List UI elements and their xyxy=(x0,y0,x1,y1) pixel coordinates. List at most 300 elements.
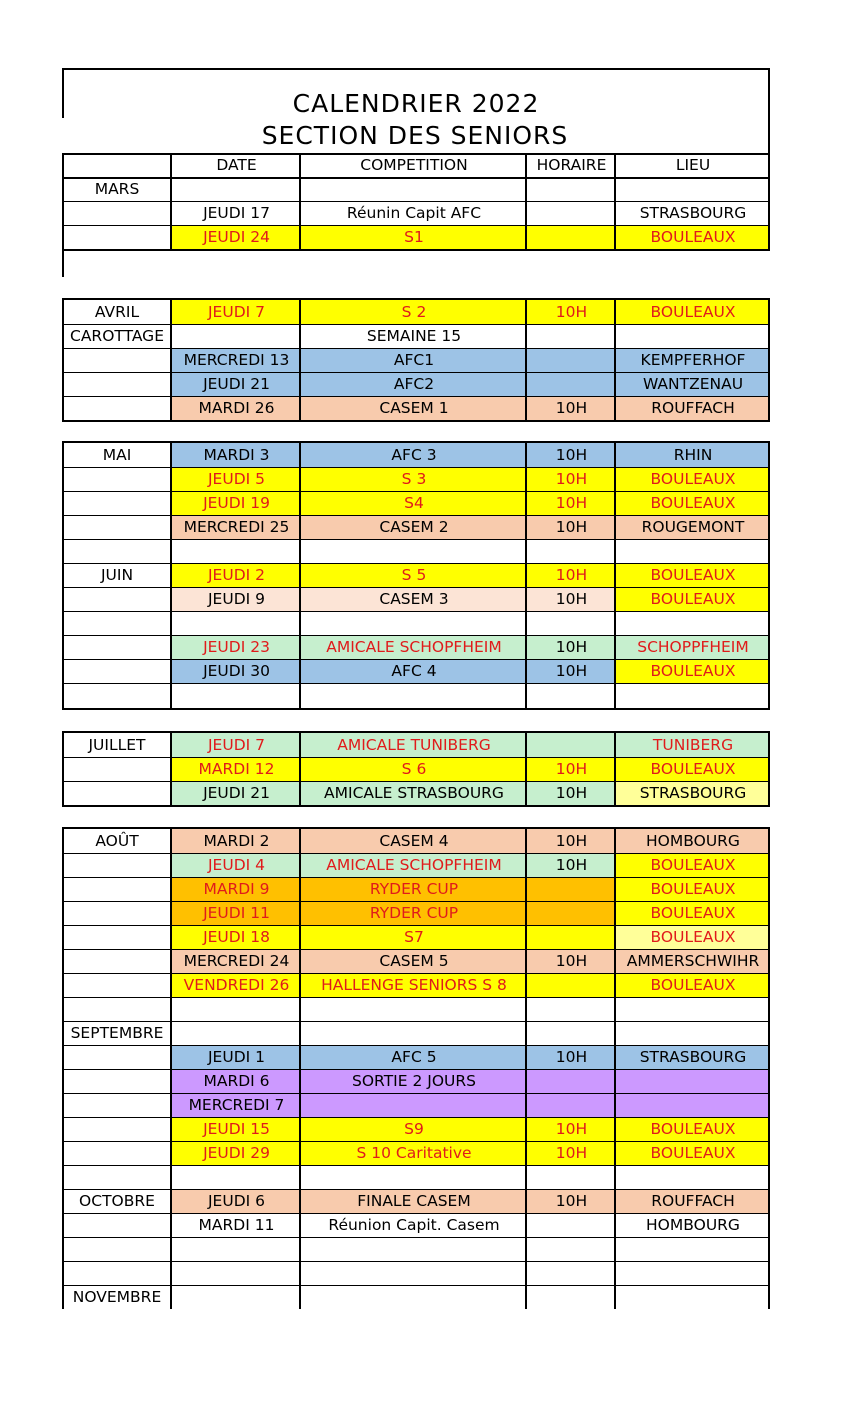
horaire-cell xyxy=(527,1069,616,1093)
lieu-cell: ROUGEMONT xyxy=(616,515,770,539)
horaire-cell: 10H xyxy=(527,1117,616,1141)
grid-line xyxy=(62,396,770,397)
lieu-cell: BOULEAUX xyxy=(616,973,770,997)
grid-line xyxy=(62,441,64,708)
horaire-cell: 10H xyxy=(527,1045,616,1069)
month-cell: MAI xyxy=(102,446,132,464)
competition-cell xyxy=(301,1237,527,1261)
horaire-cell xyxy=(527,177,616,201)
date-cell: JEUDI 29 xyxy=(172,1141,301,1165)
grid-line xyxy=(170,827,172,1309)
grid-line xyxy=(62,997,770,998)
table-row xyxy=(62,1285,770,1309)
date-cell: JEUDI 1 xyxy=(172,1045,301,1069)
date-cell: MARDI 3 xyxy=(172,443,301,467)
grid-line xyxy=(614,298,616,420)
lieu-cell xyxy=(616,324,770,348)
grid-line xyxy=(62,635,770,636)
lieu-cell: BOULEAUX xyxy=(616,1141,770,1165)
month-cell: CAROTTAGE xyxy=(70,327,164,345)
grid-line xyxy=(170,731,172,805)
competition-cell: CASEM 1 xyxy=(301,396,527,420)
grid-line xyxy=(62,587,770,588)
grid-line xyxy=(62,973,770,974)
horaire-cell xyxy=(527,1165,616,1189)
date-cell xyxy=(172,997,301,1021)
grid-line xyxy=(299,298,301,420)
competition-cell xyxy=(301,683,527,707)
table-row xyxy=(62,539,770,563)
month-cell xyxy=(62,853,172,877)
horaire-cell xyxy=(527,1261,616,1285)
competition-cell xyxy=(301,1261,527,1285)
competition-cell xyxy=(301,1165,527,1189)
table-row xyxy=(62,1093,770,1117)
lieu-cell xyxy=(616,539,770,563)
competition-cell: CASEM 4 xyxy=(301,829,527,853)
table-row xyxy=(62,1261,770,1285)
grid-line xyxy=(62,515,770,516)
grid-line xyxy=(768,298,770,420)
grid-line xyxy=(62,708,770,710)
grid-line xyxy=(768,153,770,249)
grid-line xyxy=(62,827,64,1309)
table-row xyxy=(62,372,770,396)
lieu-cell: TUNIBERG xyxy=(616,733,770,757)
grid-line xyxy=(62,441,770,443)
lieu-cell: SCHOPPFHEIM xyxy=(616,635,770,659)
month-cell xyxy=(62,1261,172,1285)
month-cell: MARS xyxy=(94,180,140,198)
lieu-cell: ROUFFACH xyxy=(616,396,770,420)
month-cell xyxy=(62,587,172,611)
date-cell xyxy=(172,539,301,563)
table-row xyxy=(62,177,770,201)
grid-line xyxy=(62,757,770,758)
month-cell: NOVEMBRE xyxy=(72,1288,162,1306)
date-cell: JEUDI 19 xyxy=(172,491,301,515)
table-row xyxy=(62,901,770,925)
grid-line xyxy=(299,731,301,805)
header-blank xyxy=(62,153,172,177)
month-cell: JUIN xyxy=(100,566,134,584)
competition-cell: S4 xyxy=(301,491,527,515)
date-cell xyxy=(172,1285,301,1309)
grid-line xyxy=(525,441,527,708)
date-cell: MARDI 9 xyxy=(172,877,301,901)
competition-cell xyxy=(301,1021,527,1045)
calendar-sheet xyxy=(62,68,770,1306)
table-row xyxy=(62,201,770,225)
month-cell xyxy=(62,1213,172,1237)
date-cell: JEUDI 24 xyxy=(172,225,301,249)
month-cell: OCTOBRE xyxy=(79,1192,155,1210)
month-cell xyxy=(62,973,172,997)
horaire-cell xyxy=(527,324,616,348)
table-row xyxy=(62,925,770,949)
lieu-cell: BOULEAUX xyxy=(616,901,770,925)
grid-line xyxy=(62,731,770,733)
horaire-cell: 10H xyxy=(527,443,616,467)
lieu-cell: BOULEAUX xyxy=(616,1117,770,1141)
date-cell: JEUDI 7 xyxy=(172,733,301,757)
grid-line xyxy=(62,853,770,854)
grid-line xyxy=(170,441,172,708)
grid-line xyxy=(170,298,172,420)
table-row xyxy=(62,1117,770,1141)
grid-line xyxy=(768,827,770,1309)
competition-cell: AFC 5 xyxy=(301,1045,527,1069)
table-row xyxy=(62,515,770,539)
grid-line xyxy=(62,225,770,226)
date-cell xyxy=(172,177,301,201)
horaire-cell xyxy=(527,539,616,563)
horaire-cell: 10H xyxy=(527,659,616,683)
table-row xyxy=(62,757,770,781)
month-cell xyxy=(62,491,172,515)
table-row xyxy=(62,1021,770,1045)
competition-cell: AMICALE TUNIBERG xyxy=(301,733,527,757)
grid-line xyxy=(525,731,527,805)
month-cell xyxy=(62,225,172,249)
lieu-cell xyxy=(616,683,770,707)
lieu-cell: HOMBOURG xyxy=(646,1216,740,1234)
month-cell xyxy=(62,683,172,707)
competition-cell: CASEM 5 xyxy=(301,949,527,973)
date-cell: JEUDI 23 xyxy=(172,635,301,659)
date-cell xyxy=(172,1237,301,1261)
date-cell: MARDI 26 xyxy=(172,396,301,420)
month-cell xyxy=(62,757,172,781)
table-row xyxy=(62,225,770,249)
table-row xyxy=(62,973,770,997)
horaire-cell xyxy=(527,1093,616,1117)
horaire-cell xyxy=(527,1285,616,1309)
horaire-cell xyxy=(527,877,616,901)
lieu-cell xyxy=(616,1285,770,1309)
competition-cell: S 5 xyxy=(301,563,527,587)
table-row xyxy=(62,997,770,1021)
lieu-cell: BOULEAUX xyxy=(616,300,770,324)
grid-line xyxy=(62,1237,770,1238)
horaire-cell: 10H xyxy=(527,563,616,587)
horaire-cell: 10H xyxy=(527,491,616,515)
month-cell xyxy=(62,467,172,491)
grid-line xyxy=(62,249,770,251)
competition-cell: RYDER CUP xyxy=(301,901,527,925)
lieu-cell: BOULEAUX xyxy=(616,563,770,587)
horaire-cell xyxy=(527,683,616,707)
lieu-cell: KEMPFERHOF xyxy=(616,348,770,372)
lieu-cell: BOULEAUX xyxy=(616,491,770,515)
table-row xyxy=(62,348,770,372)
lieu-cell: BOULEAUX xyxy=(616,757,770,781)
horaire-cell xyxy=(527,997,616,1021)
grid-line xyxy=(62,491,770,492)
table-row xyxy=(62,1189,770,1213)
grid-line xyxy=(62,201,770,202)
calendar-subtitle: SECTION DES SENIORS xyxy=(261,121,569,150)
grid-line xyxy=(170,153,172,249)
grid-line xyxy=(768,441,770,708)
table-row xyxy=(62,443,770,467)
horaire-cell xyxy=(527,1021,616,1045)
table-header-row xyxy=(62,153,770,177)
lieu-cell: HOMBOURG xyxy=(616,829,770,853)
grid-line xyxy=(299,441,301,708)
competition-cell: S7 xyxy=(301,925,527,949)
grid-line xyxy=(62,901,770,902)
month-cell xyxy=(62,1093,172,1117)
competition-cell: AFC 4 xyxy=(301,659,527,683)
grid-line xyxy=(62,153,64,249)
subtitle-box xyxy=(62,118,770,153)
grid-line xyxy=(62,1069,770,1070)
grid-line xyxy=(62,249,64,277)
grid-line xyxy=(62,153,770,155)
lieu-cell xyxy=(616,1237,770,1261)
month-cell xyxy=(62,1165,172,1189)
grid-line xyxy=(62,1261,770,1262)
grid-line xyxy=(62,1045,770,1046)
grid-line xyxy=(62,177,770,179)
month-cell xyxy=(62,515,172,539)
grid-line xyxy=(62,372,770,373)
month-cell xyxy=(62,372,172,396)
horaire-cell xyxy=(527,611,616,635)
table-row xyxy=(62,1141,770,1165)
lieu-cell: BOULEAUX xyxy=(616,659,770,683)
horaire-cell: 10H xyxy=(527,635,616,659)
competition-cell: S9 xyxy=(301,1117,527,1141)
lieu-cell: BOULEAUX xyxy=(616,877,770,901)
date-cell: JEUDI 21 xyxy=(172,372,301,396)
grid-line xyxy=(62,298,770,300)
grid-line xyxy=(62,1213,770,1214)
competition-cell: Réunin Capit AFC xyxy=(346,204,482,222)
competition-cell: RYDER CUP xyxy=(301,877,527,901)
grid-line xyxy=(614,153,616,249)
lieu-cell: BOULEAUX xyxy=(616,853,770,877)
table-row xyxy=(62,300,770,324)
table-row xyxy=(62,683,770,707)
table-row xyxy=(62,659,770,683)
month-cell xyxy=(62,1069,172,1093)
date-cell: VENDREDI 26 xyxy=(172,973,301,997)
grid-line xyxy=(614,827,616,1309)
grid-line xyxy=(62,1021,770,1022)
date-cell: MARDI 11 xyxy=(198,1216,275,1234)
competition-cell: Réunion Capit. Casem xyxy=(328,1216,500,1234)
horaire-cell xyxy=(527,1237,616,1261)
month-cell xyxy=(62,997,172,1021)
grid-line xyxy=(62,805,770,807)
table-row xyxy=(62,1045,770,1069)
date-cell: MERCREDI 7 xyxy=(172,1093,301,1117)
competition-cell xyxy=(301,611,527,635)
grid-line xyxy=(62,1141,770,1142)
table-row xyxy=(62,877,770,901)
date-cell: MARDI 12 xyxy=(172,757,301,781)
month-cell xyxy=(62,659,172,683)
competition-cell: AMICALE STRASBOURG xyxy=(301,781,527,805)
lieu-cell: RHIN xyxy=(616,443,770,467)
horaire-cell: 10H xyxy=(527,1189,616,1213)
competition-cell xyxy=(301,1285,527,1309)
month-cell xyxy=(62,925,172,949)
lieu-cell: AMMERSCHWIHR xyxy=(616,949,770,973)
month-cell: JUILLET xyxy=(88,736,146,754)
table-row xyxy=(62,635,770,659)
grid-line xyxy=(62,611,770,612)
lieu-cell: BOULEAUX xyxy=(616,925,770,949)
grid-line xyxy=(299,827,301,1309)
table-row xyxy=(62,563,770,587)
date-cell: MERCREDI 24 xyxy=(172,949,301,973)
month-cell xyxy=(62,949,172,973)
month-cell xyxy=(62,1237,172,1261)
horaire-cell xyxy=(527,925,616,949)
date-cell: JEUDI 30 xyxy=(172,659,301,683)
horaire-cell: 10H xyxy=(527,300,616,324)
competition-cell: SORTIE 2 JOURS xyxy=(301,1069,527,1093)
grid-line xyxy=(62,731,64,805)
month-cell xyxy=(62,201,172,225)
competition-cell xyxy=(301,997,527,1021)
lieu-cell xyxy=(616,997,770,1021)
table-row xyxy=(62,491,770,515)
grid-line xyxy=(525,153,527,249)
competition-cell xyxy=(301,177,527,201)
competition-cell xyxy=(301,539,527,563)
horaire-cell: 10H xyxy=(527,829,616,853)
grid-line xyxy=(525,298,527,420)
month-cell xyxy=(62,1141,172,1165)
date-cell: JEUDI 15 xyxy=(172,1117,301,1141)
competition-cell: AFC 3 xyxy=(301,443,527,467)
month-cell xyxy=(62,901,172,925)
table-row xyxy=(62,949,770,973)
table-row xyxy=(62,396,770,420)
table-row xyxy=(62,733,770,757)
table-row xyxy=(62,467,770,491)
date-cell: JEUDI 11 xyxy=(172,901,301,925)
lieu-cell xyxy=(616,611,770,635)
grid-line xyxy=(62,949,770,950)
competition-cell: HALLENGE SENIORS S 8 xyxy=(301,973,527,997)
header-date: DATE xyxy=(216,156,257,174)
date-cell: JEUDI 9 xyxy=(172,587,301,611)
date-cell: MERCREDI 25 xyxy=(172,515,301,539)
grid-line xyxy=(525,827,527,1309)
competition-cell: AFC1 xyxy=(301,348,527,372)
date-cell: JEUDI 7 xyxy=(172,300,301,324)
competition-cell: S 3 xyxy=(301,467,527,491)
table-row xyxy=(62,587,770,611)
header-lieu: LIEU xyxy=(675,156,711,174)
competition-cell: CASEM 3 xyxy=(301,587,527,611)
month-cell xyxy=(62,611,172,635)
competition-cell: CASEM 2 xyxy=(301,515,527,539)
horaire-cell xyxy=(527,901,616,925)
title-box xyxy=(62,68,770,118)
date-cell: MARDI 2 xyxy=(172,829,301,853)
lieu-cell xyxy=(616,1093,770,1117)
competition-cell: SEMAINE 15 xyxy=(366,327,462,345)
lieu-cell: WANTZENAU xyxy=(616,372,770,396)
grid-line xyxy=(62,827,770,829)
grid-line xyxy=(62,1093,770,1094)
grid-line xyxy=(62,1285,770,1286)
grid-line xyxy=(62,781,770,782)
table-row xyxy=(62,1165,770,1189)
grid-line xyxy=(768,731,770,805)
month-cell xyxy=(62,1045,172,1069)
date-cell xyxy=(172,683,301,707)
horaire-cell: 10H xyxy=(527,1141,616,1165)
date-cell xyxy=(172,1261,301,1285)
grid-line xyxy=(614,441,616,708)
table-row xyxy=(62,1237,770,1261)
competition-cell: S 6 xyxy=(301,757,527,781)
horaire-cell xyxy=(527,973,616,997)
table-row xyxy=(62,853,770,877)
table-row xyxy=(62,781,770,805)
horaire-cell: 10H xyxy=(527,757,616,781)
grid-line xyxy=(62,659,770,660)
month-cell xyxy=(62,348,172,372)
table-row xyxy=(62,611,770,635)
competition-cell: AMICALE SCHOPFHEIM xyxy=(301,853,527,877)
lieu-cell: STRASBOURG xyxy=(616,781,770,805)
competition-cell: S 2 xyxy=(301,300,527,324)
horaire-cell xyxy=(527,372,616,396)
grid-line xyxy=(62,1165,770,1166)
horaire-cell: 10H xyxy=(527,396,616,420)
month-cell: AOÛT xyxy=(95,832,139,850)
horaire-cell xyxy=(527,733,616,757)
grid-line xyxy=(62,1189,770,1190)
month-cell xyxy=(62,1117,172,1141)
table-row xyxy=(62,829,770,853)
date-cell xyxy=(172,611,301,635)
lieu-cell xyxy=(616,1069,770,1093)
horaire-cell xyxy=(527,201,616,225)
horaire-cell: 10H xyxy=(527,781,616,805)
date-cell: JEUDI 6 xyxy=(172,1189,301,1213)
date-cell: JEUDI 18 xyxy=(172,925,301,949)
horaire-cell: 10H xyxy=(527,949,616,973)
date-cell: JEUDI 2 xyxy=(172,563,301,587)
table-row xyxy=(62,1069,770,1093)
grid-line xyxy=(62,420,770,422)
horaire-cell xyxy=(527,348,616,372)
horaire-cell: 10H xyxy=(527,467,616,491)
grid-line xyxy=(62,467,770,468)
month-cell: AVRIL xyxy=(94,303,140,321)
lieu-cell xyxy=(616,1021,770,1045)
competition-cell: S 10 Caritative xyxy=(301,1141,527,1165)
lieu-cell: BOULEAUX xyxy=(616,225,770,249)
lieu-cell: BOULEAUX xyxy=(616,587,770,611)
table-row xyxy=(62,324,770,348)
lieu-cell: ROUFFACH xyxy=(616,1189,770,1213)
competition-cell: AFC2 xyxy=(301,372,527,396)
horaire-cell: 10H xyxy=(527,515,616,539)
grid-line xyxy=(62,539,770,540)
date-cell xyxy=(172,1021,301,1045)
grid-line xyxy=(299,153,301,249)
